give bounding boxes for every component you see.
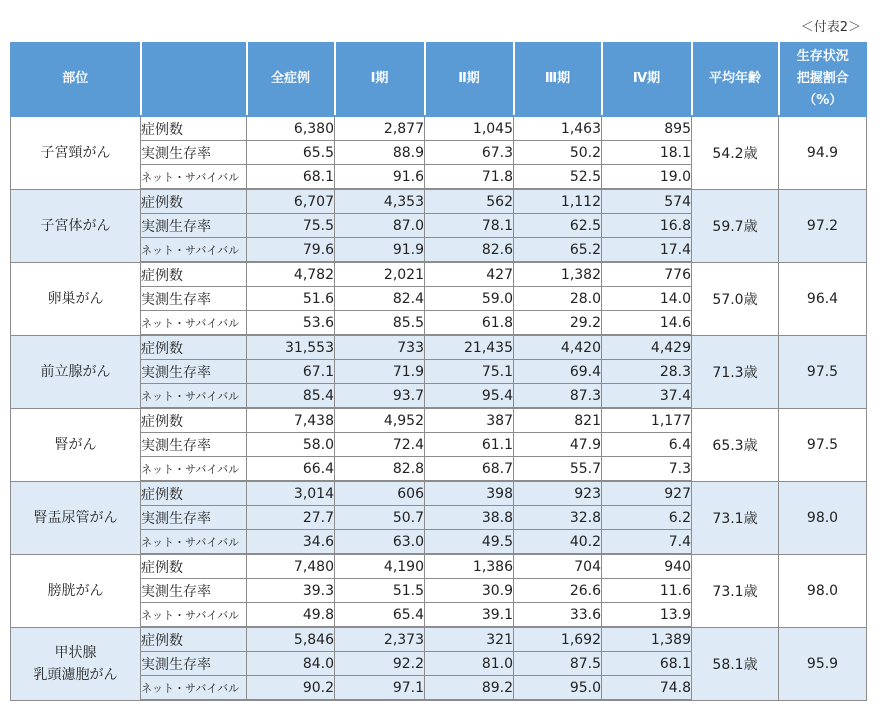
stage-4-cell: 7.4 (602, 530, 692, 555)
metric-label: 実測生存率 (141, 652, 247, 676)
stage-2-cell: 321 (425, 627, 514, 652)
stage-1-cell: 4,353 (335, 189, 425, 214)
stage-2-cell: 61.1 (425, 433, 514, 457)
stage-2-cell: 89.2 (425, 676, 514, 701)
survival-rate-cell: 95.9 (779, 627, 867, 700)
table-row (11, 262, 867, 287)
stage-1-cell: 85.5 (335, 311, 425, 336)
stage-2-cell: 68.7 (425, 457, 514, 482)
metric-label: 症例数 (141, 408, 247, 433)
site-label: 子宮頸がん (40, 144, 111, 161)
stage-4-cell: 1,177 (602, 408, 692, 433)
stage-3-cell: 4,420 (514, 335, 602, 360)
stage-3-cell: 52.5 (514, 165, 602, 190)
site-label: 前立腺がん (40, 363, 111, 380)
stage-1-cell: 50.7 (335, 506, 425, 530)
survival-rate-cell: 97.5 (779, 408, 867, 481)
stage-2-cell: 75.1 (425, 360, 514, 384)
all-cases-cell: 84.0 (247, 652, 335, 676)
stage-3-cell: 1,692 (514, 627, 602, 652)
all-cases-cell: 67.1 (247, 360, 335, 384)
stage-3-cell: 29.2 (514, 311, 602, 336)
site-cell (11, 116, 141, 189)
all-cases-cell: 58.0 (247, 433, 335, 457)
survival-rate-cell: 97.5 (779, 335, 867, 408)
stage-4-cell: 37.4 (602, 384, 692, 409)
metric-label: 実測生存率 (141, 214, 247, 238)
all-cases-cell: 51.6 (247, 287, 335, 311)
metric-label: 症例数 (141, 481, 247, 506)
all-cases-cell: 7,438 (247, 408, 335, 433)
site-cell (11, 262, 141, 335)
stage-3-cell: 1,463 (514, 116, 602, 141)
stage-4-cell: 927 (602, 481, 692, 506)
all-cases-cell: 66.4 (247, 457, 335, 482)
site-cell (11, 335, 141, 408)
metric-label: 症例数 (141, 627, 247, 652)
stage-2-cell: 82.6 (425, 238, 514, 263)
stage-1-cell: 2,021 (335, 262, 425, 287)
stage-3-cell: 821 (514, 408, 602, 433)
stage-4-cell: 68.1 (602, 652, 692, 676)
stage-2-cell: 1,386 (425, 554, 514, 579)
stage-1-cell: 63.0 (335, 530, 425, 555)
site-cell (11, 627, 141, 700)
stage-2-cell: 78.1 (425, 214, 514, 238)
stage-1-cell: 87.0 (335, 214, 425, 238)
all-cases-cell: 27.7 (247, 506, 335, 530)
stage-4-cell: 574 (602, 189, 692, 214)
header-survival-rate (779, 43, 867, 117)
stage-4-cell: 895 (602, 116, 692, 141)
all-cases-cell: 3,014 (247, 481, 335, 506)
header-stage-1: Ⅰ期 (335, 43, 425, 117)
metric-label: 症例数 (141, 335, 247, 360)
stage-4-cell: 13.9 (602, 603, 692, 628)
metric-label: 症例数 (141, 189, 247, 214)
table-row (11, 189, 867, 214)
stage-2-cell: 95.4 (425, 384, 514, 409)
table-row (11, 116, 867, 141)
site-cell (11, 189, 141, 262)
stage-4-cell: 74.8 (602, 676, 692, 701)
site-cell (11, 554, 141, 627)
metric-label: ネット・サバイバル (141, 384, 247, 409)
mean-age-cell: 59.7歳 (692, 189, 779, 262)
table-row (11, 481, 867, 506)
all-cases-cell: 75.5 (247, 214, 335, 238)
site-label: 乳頭濾胞がん (33, 666, 118, 683)
stage-2-cell: 427 (425, 262, 514, 287)
metric-label: ネット・サバイバル (141, 603, 247, 628)
stage-1-cell: 606 (335, 481, 425, 506)
stage-3-cell: 62.5 (514, 214, 602, 238)
stage-4-cell: 14.6 (602, 311, 692, 336)
stage-1-cell: 2,373 (335, 627, 425, 652)
metric-label: ネット・サバイバル (141, 311, 247, 336)
mean-age-cell: 71.3歳 (692, 335, 779, 408)
stage-3-cell: 69.4 (514, 360, 602, 384)
stage-4-cell: 14.0 (602, 287, 692, 311)
stage-2-cell: 30.9 (425, 579, 514, 603)
stage-3-cell: 28.0 (514, 287, 602, 311)
table-caption: ＜付表2＞ (800, 20, 861, 35)
table-row (11, 335, 867, 360)
stage-2-cell: 59.0 (425, 287, 514, 311)
stage-2-cell: 21,435 (425, 335, 514, 360)
stage-3-cell: 1,112 (514, 189, 602, 214)
metric-label: ネット・サバイバル (141, 238, 247, 263)
stage-1-cell: 82.8 (335, 457, 425, 482)
stage-3-cell: 33.6 (514, 603, 602, 628)
stage-1-cell: 88.9 (335, 141, 425, 165)
stage-2-cell: 39.1 (425, 603, 514, 628)
stage-3-cell: 87.5 (514, 652, 602, 676)
metric-label: 実測生存率 (141, 433, 247, 457)
header-site: 部位 (11, 43, 141, 117)
site-label: 膀胱がん (47, 582, 104, 599)
table-row (11, 627, 867, 652)
metric-label: ネット・サバイバル (141, 676, 247, 701)
survival-table (10, 42, 867, 701)
survival-rate-cell: 98.0 (779, 554, 867, 627)
table-row (11, 554, 867, 579)
site-cell (11, 408, 141, 481)
stage-4-cell: 17.4 (602, 238, 692, 263)
stage-4-cell: 18.1 (602, 141, 692, 165)
all-cases-cell: 31,553 (247, 335, 335, 360)
stage-4-cell: 19.0 (602, 165, 692, 190)
header-all-cases: 全症例 (247, 43, 335, 117)
stage-2-cell: 71.8 (425, 165, 514, 190)
table-row (11, 408, 867, 433)
metric-label: ネット・サバイバル (141, 457, 247, 482)
stage-1-cell: 92.2 (335, 652, 425, 676)
metric-label: 実測生存率 (141, 506, 247, 530)
header-stage-3: Ⅲ期 (514, 43, 602, 117)
survival-rate-cell: 94.9 (779, 116, 867, 189)
all-cases-cell: 65.5 (247, 141, 335, 165)
stage-3-cell: 26.6 (514, 579, 602, 603)
stage-3-cell: 95.0 (514, 676, 602, 701)
stage-3-cell: 65.2 (514, 238, 602, 263)
header-survival-line2: 把握割合 (796, 71, 849, 86)
stage-1-cell: 93.7 (335, 384, 425, 409)
stage-2-cell: 61.8 (425, 311, 514, 336)
survival-rate-cell: 98.0 (779, 481, 867, 554)
stage-2-cell: 387 (425, 408, 514, 433)
mean-age-cell: 54.2歳 (692, 116, 779, 189)
metric-label: 実測生存率 (141, 360, 247, 384)
metric-label: 症例数 (141, 116, 247, 141)
all-cases-cell: 90.2 (247, 676, 335, 701)
table-body (11, 116, 867, 700)
all-cases-cell: 85.4 (247, 384, 335, 409)
stage-1-cell: 91.9 (335, 238, 425, 263)
all-cases-cell: 7,480 (247, 554, 335, 579)
all-cases-cell: 49.8 (247, 603, 335, 628)
stage-1-cell: 65.4 (335, 603, 425, 628)
stage-2-cell: 49.5 (425, 530, 514, 555)
stage-3-cell: 32.8 (514, 506, 602, 530)
header-survival-line1: 生存状況 (796, 49, 849, 64)
stage-2-cell: 67.3 (425, 141, 514, 165)
stage-4-cell: 776 (602, 262, 692, 287)
stage-3-cell: 87.3 (514, 384, 602, 409)
stage-1-cell: 4,952 (335, 408, 425, 433)
stage-3-cell: 47.9 (514, 433, 602, 457)
stage-2-cell: 1,045 (425, 116, 514, 141)
stage-1-cell: 82.4 (335, 287, 425, 311)
site-cell (11, 481, 141, 554)
site-label: 腎がん (54, 436, 97, 453)
header-row (11, 43, 867, 117)
stage-1-cell: 71.9 (335, 360, 425, 384)
all-cases-cell: 5,846 (247, 627, 335, 652)
stage-4-cell: 6.2 (602, 506, 692, 530)
stage-1-cell: 4,190 (335, 554, 425, 579)
metric-label: ネット・サバイバル (141, 530, 247, 555)
stage-1-cell: 72.4 (335, 433, 425, 457)
mean-age-cell: 58.1歳 (692, 627, 779, 700)
all-cases-cell: 39.3 (247, 579, 335, 603)
all-cases-cell: 79.6 (247, 238, 335, 263)
stage-2-cell: 398 (425, 481, 514, 506)
mean-age-cell: 73.1歳 (692, 554, 779, 627)
stage-3-cell: 40.2 (514, 530, 602, 555)
all-cases-cell: 4,782 (247, 262, 335, 287)
survival-rate-cell: 97.2 (779, 189, 867, 262)
metric-label: 実測生存率 (141, 579, 247, 603)
all-cases-cell: 6,707 (247, 189, 335, 214)
header-survival-line3: （%） (803, 93, 843, 108)
stage-4-cell: 16.8 (602, 214, 692, 238)
stage-3-cell: 923 (514, 481, 602, 506)
site-label: 甲状腺 (54, 644, 97, 661)
stage-4-cell: 11.6 (602, 579, 692, 603)
stage-4-cell: 940 (602, 554, 692, 579)
header-metric (141, 43, 247, 117)
stage-1-cell: 2,877 (335, 116, 425, 141)
all-cases-cell: 6,380 (247, 116, 335, 141)
all-cases-cell: 34.6 (247, 530, 335, 555)
stage-3-cell: 1,382 (514, 262, 602, 287)
survival-rate-cell: 96.4 (779, 262, 867, 335)
header-stage-4: Ⅳ期 (602, 43, 692, 117)
stage-1-cell: 91.6 (335, 165, 425, 190)
metric-label: 実測生存率 (141, 141, 247, 165)
stage-4-cell: 28.3 (602, 360, 692, 384)
stage-1-cell: 51.5 (335, 579, 425, 603)
mean-age-cell: 65.3歳 (692, 408, 779, 481)
all-cases-cell: 68.1 (247, 165, 335, 190)
site-label: 子宮体がん (40, 217, 111, 234)
metric-label: 実測生存率 (141, 287, 247, 311)
mean-age-cell: 57.0歳 (692, 262, 779, 335)
stage-4-cell: 1,389 (602, 627, 692, 652)
metric-label: 症例数 (141, 554, 247, 579)
header-mean-age: 平均年齢 (692, 43, 779, 117)
stage-2-cell: 81.0 (425, 652, 514, 676)
stage-2-cell: 562 (425, 189, 514, 214)
site-label: 腎盂尿管がん (33, 509, 118, 526)
stage-4-cell: 4,429 (602, 335, 692, 360)
stage-4-cell: 6.4 (602, 433, 692, 457)
stage-3-cell: 704 (514, 554, 602, 579)
all-cases-cell: 53.6 (247, 311, 335, 336)
stage-1-cell: 97.1 (335, 676, 425, 701)
header-stage-2: Ⅱ期 (425, 43, 514, 117)
stage-3-cell: 55.7 (514, 457, 602, 482)
stage-3-cell: 50.2 (514, 141, 602, 165)
stage-4-cell: 7.3 (602, 457, 692, 482)
stage-2-cell: 38.8 (425, 506, 514, 530)
metric-label: 症例数 (141, 262, 247, 287)
mean-age-cell: 73.1歳 (692, 481, 779, 554)
stage-1-cell: 733 (335, 335, 425, 360)
metric-label: ネット・サバイバル (141, 165, 247, 190)
site-label: 卵巣がん (47, 290, 104, 307)
